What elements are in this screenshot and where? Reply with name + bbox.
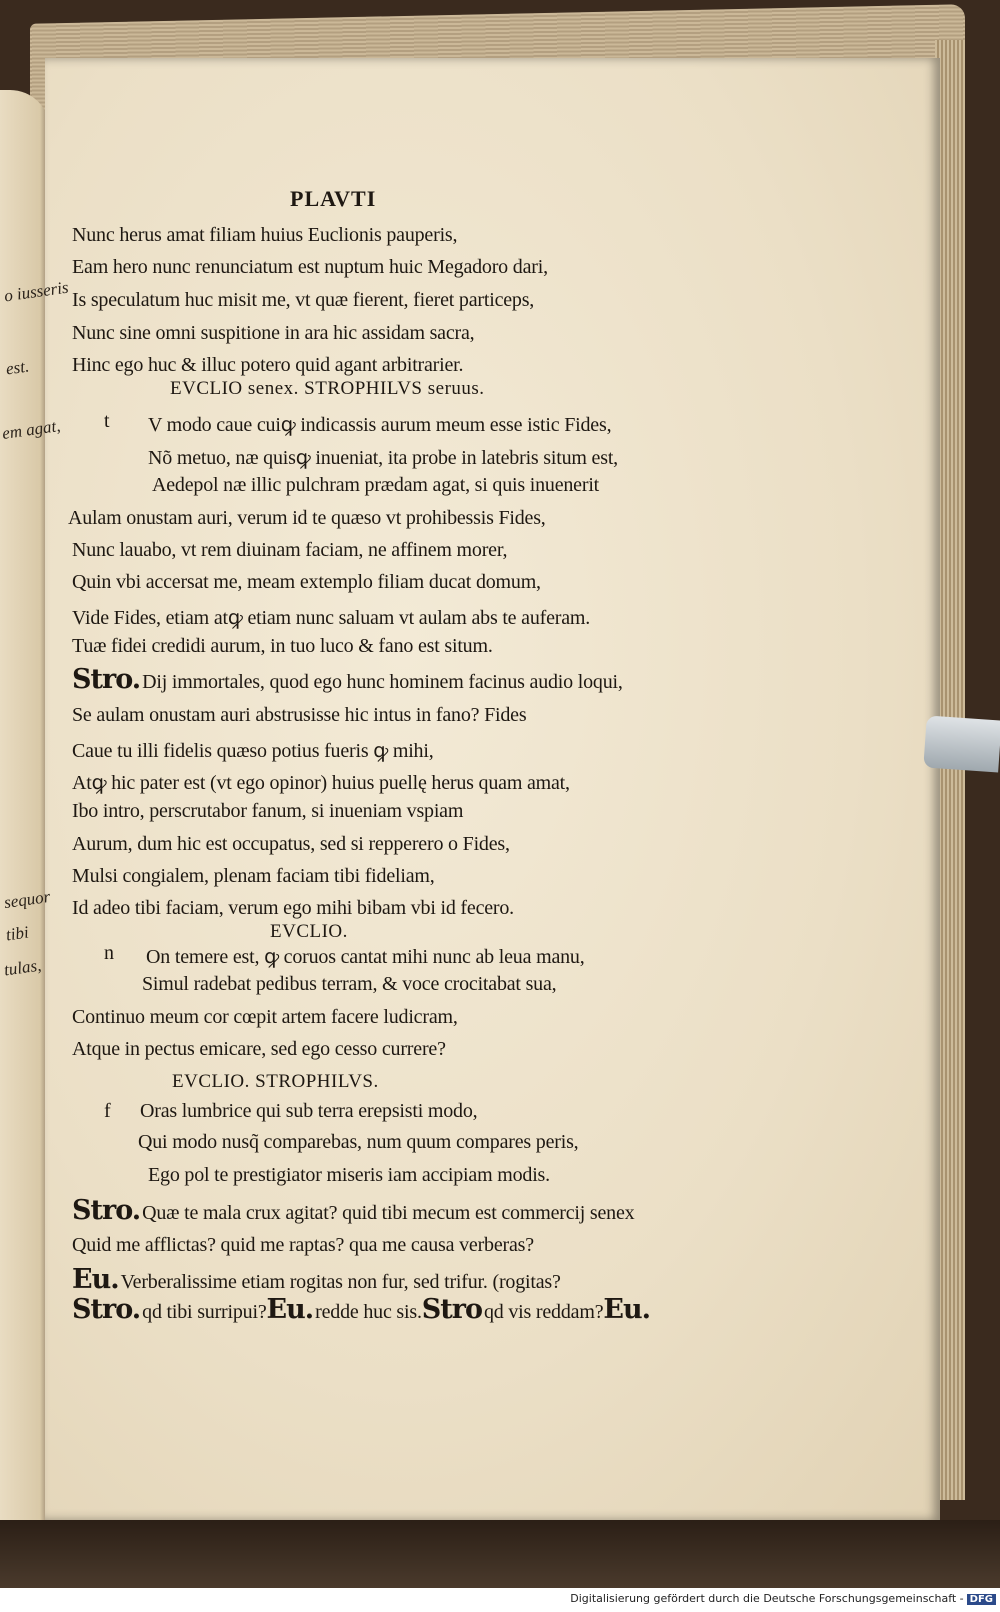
speaker-heading: EVCLIO. STROPHILVS. [172,1071,379,1092]
text-line [72,768,570,795]
text-line [72,256,548,279]
left-margin-text: sequor [2,886,52,913]
guide-letter: n [104,942,114,964]
speaker-abbreviation: Stro. [72,1294,141,1325]
line-text: Se aulam onustam auri abstrusisse hic intus in fano? Fides [72,704,527,726]
line-text: Tuæ fidei credidi aurum, in tuo luco & fano est situm. [72,635,493,657]
book-bottom-edge [0,1520,1000,1588]
speaker-abbreviation: Stro [421,1294,482,1325]
line-text: Aedepol næ illic pulchram prædam agat, si quis inuenerit [152,474,600,496]
text-line [72,1006,458,1029]
line-text: Atque in pectus emicare, sed ego cesso currere? [72,1038,446,1060]
line-text: Dij immortales, quod ego hunc hominem facinus audio loqui, [142,671,623,693]
footer-credit [570,1592,996,1605]
text-line [72,1264,561,1295]
text-line [72,897,514,920]
line-text: Continuo meum cor cœpit artem facere ludicram, [72,1006,458,1028]
line-text: Oras lumbrice qui sub terra erepsisti modo, [140,1100,478,1122]
text-line [72,833,510,856]
text-line [72,289,534,312]
line-text: Atꝙ hic pater est (vt ego opinor) huius puellę herus quam amat, [72,772,570,794]
text-line [148,410,611,437]
line-text: Nunc lauabo, vt rem diuinam faciam, ne affinem morer, [72,539,508,561]
line-text: Is speculatum huc misit me, vt quæ fierent, fieret particeps, [72,289,535,311]
text-line [72,1234,534,1257]
line-text: Eam hero nunc renunciatum est nuptum huic Megadoro dari, [72,256,548,278]
line-text: qd tibi surripui? [142,1301,267,1323]
speaker-heading: EVCLIO senex. STROPHILVS seruus. [170,378,485,399]
text-line [72,603,590,630]
line-text: Nõ metuo, næ quisꝙ inueniat, ita probe in latebris situm est, [148,447,618,469]
line-text: Hinc ego huc & illuc potero quid agant arbitrarier. [72,354,464,376]
line-text: Verberalissime etiam rogitas non fur, sed trifur. (rogitas? [120,1271,561,1293]
left-margin-text: tibi [4,922,30,945]
text-line [68,507,546,530]
line-text: Nunc herus amat filiam huius Euclionis pauperis, [72,224,458,246]
footer-text: Digitalisierung gefördert durch die Deutsche Forschungsgemeinschaft - [570,1592,964,1605]
text-line [72,800,463,823]
line-text: Mulsi congialem, plenam faciam tibi fideliam, [72,865,435,887]
speaker-abbreviation: Eu. [603,1294,650,1325]
text-line [72,704,526,727]
text-line [146,942,585,969]
speaker-abbreviation: Stro. [72,664,141,695]
left-margin-text: est. [4,356,31,379]
line-text: Id adeo tibi faciam, verum ego mihi bibam vbi id fecero. [72,897,514,919]
running-header: PLAVTI [290,186,377,211]
text-line [72,539,507,562]
line-text: Quin vbi accersat me, meam extemplo filiam ducat domum, [72,571,541,593]
left-margin-text: o iusseris [2,277,70,306]
line-text: Qui modo nusq̃ comparebas, num quum compares peris, [138,1131,579,1153]
speaker-abbreviation: Eu. [72,1264,119,1295]
speaker-heading: EVCLIO. [270,921,348,942]
line-text: Ibo intro, perscrutabor fanum, si inueniam vspiam [72,800,464,822]
text-line [72,664,623,695]
text-line [152,474,599,497]
speaker-abbreviation: Stro. [72,1195,141,1226]
guide-letter: t [104,410,110,432]
text-line [138,1131,578,1154]
text-line [72,571,541,594]
text-line [72,354,463,377]
left-margin-text: em agat, [0,416,62,443]
text-line [142,973,556,996]
line-text: Aulam onustam auri, verum id te quæso vt prohibessis Fides, [68,507,546,529]
line-text: Aurum, dum hic est occupatus, sed si repperero o Fides, [72,833,510,855]
text-line [72,1294,652,1325]
line-text: qd vis reddam? [483,1301,604,1323]
line-text: Vide Fides, etiam atꝙ etiam nunc saluam vt aulam abs te auferam. [72,607,591,629]
line-text: Caue tu illi fidelis quæso potius fueris ꝙ mihi, [72,740,434,762]
guide-letter: f [104,1100,111,1122]
text-line [148,443,618,470]
text-line [72,322,474,345]
line-text: redde huc sis. [315,1301,422,1323]
line-text: Simul radebat pedibus terram, & voce crocitabat sua, [142,973,557,995]
text-line [148,1164,550,1187]
text-line [72,736,434,763]
text-line [72,865,435,888]
line-text: Quid me afflictas? quid me raptas? qua me causa verberas? [72,1234,534,1256]
line-text: V modo caue cuiꝙ indicassis aurum meum esse istic Fides, [148,414,612,436]
text-line [140,1100,477,1123]
speaker-abbreviation: Eu. [266,1294,314,1325]
text-line [72,224,457,247]
line-text: Ego pol te prestigiator miseris iam accipiam modis. [148,1164,550,1186]
dfg-logo: DFG [967,1594,996,1605]
left-margin-text: tulas, [2,955,43,980]
line-text: Nunc sine omni suspitione in ara hic assidam sacra, [72,322,475,344]
text-line [72,1195,634,1226]
line-text: Quæ te mala crux agitat? quid tibi mecum est commercij senex [142,1202,635,1224]
line-text: On temere est, ꝙ coruos cantat mihi nunc ab leua manu, [146,946,585,968]
bookmark-clip [923,715,1000,772]
text-line [72,1038,446,1061]
text-line [72,635,493,658]
